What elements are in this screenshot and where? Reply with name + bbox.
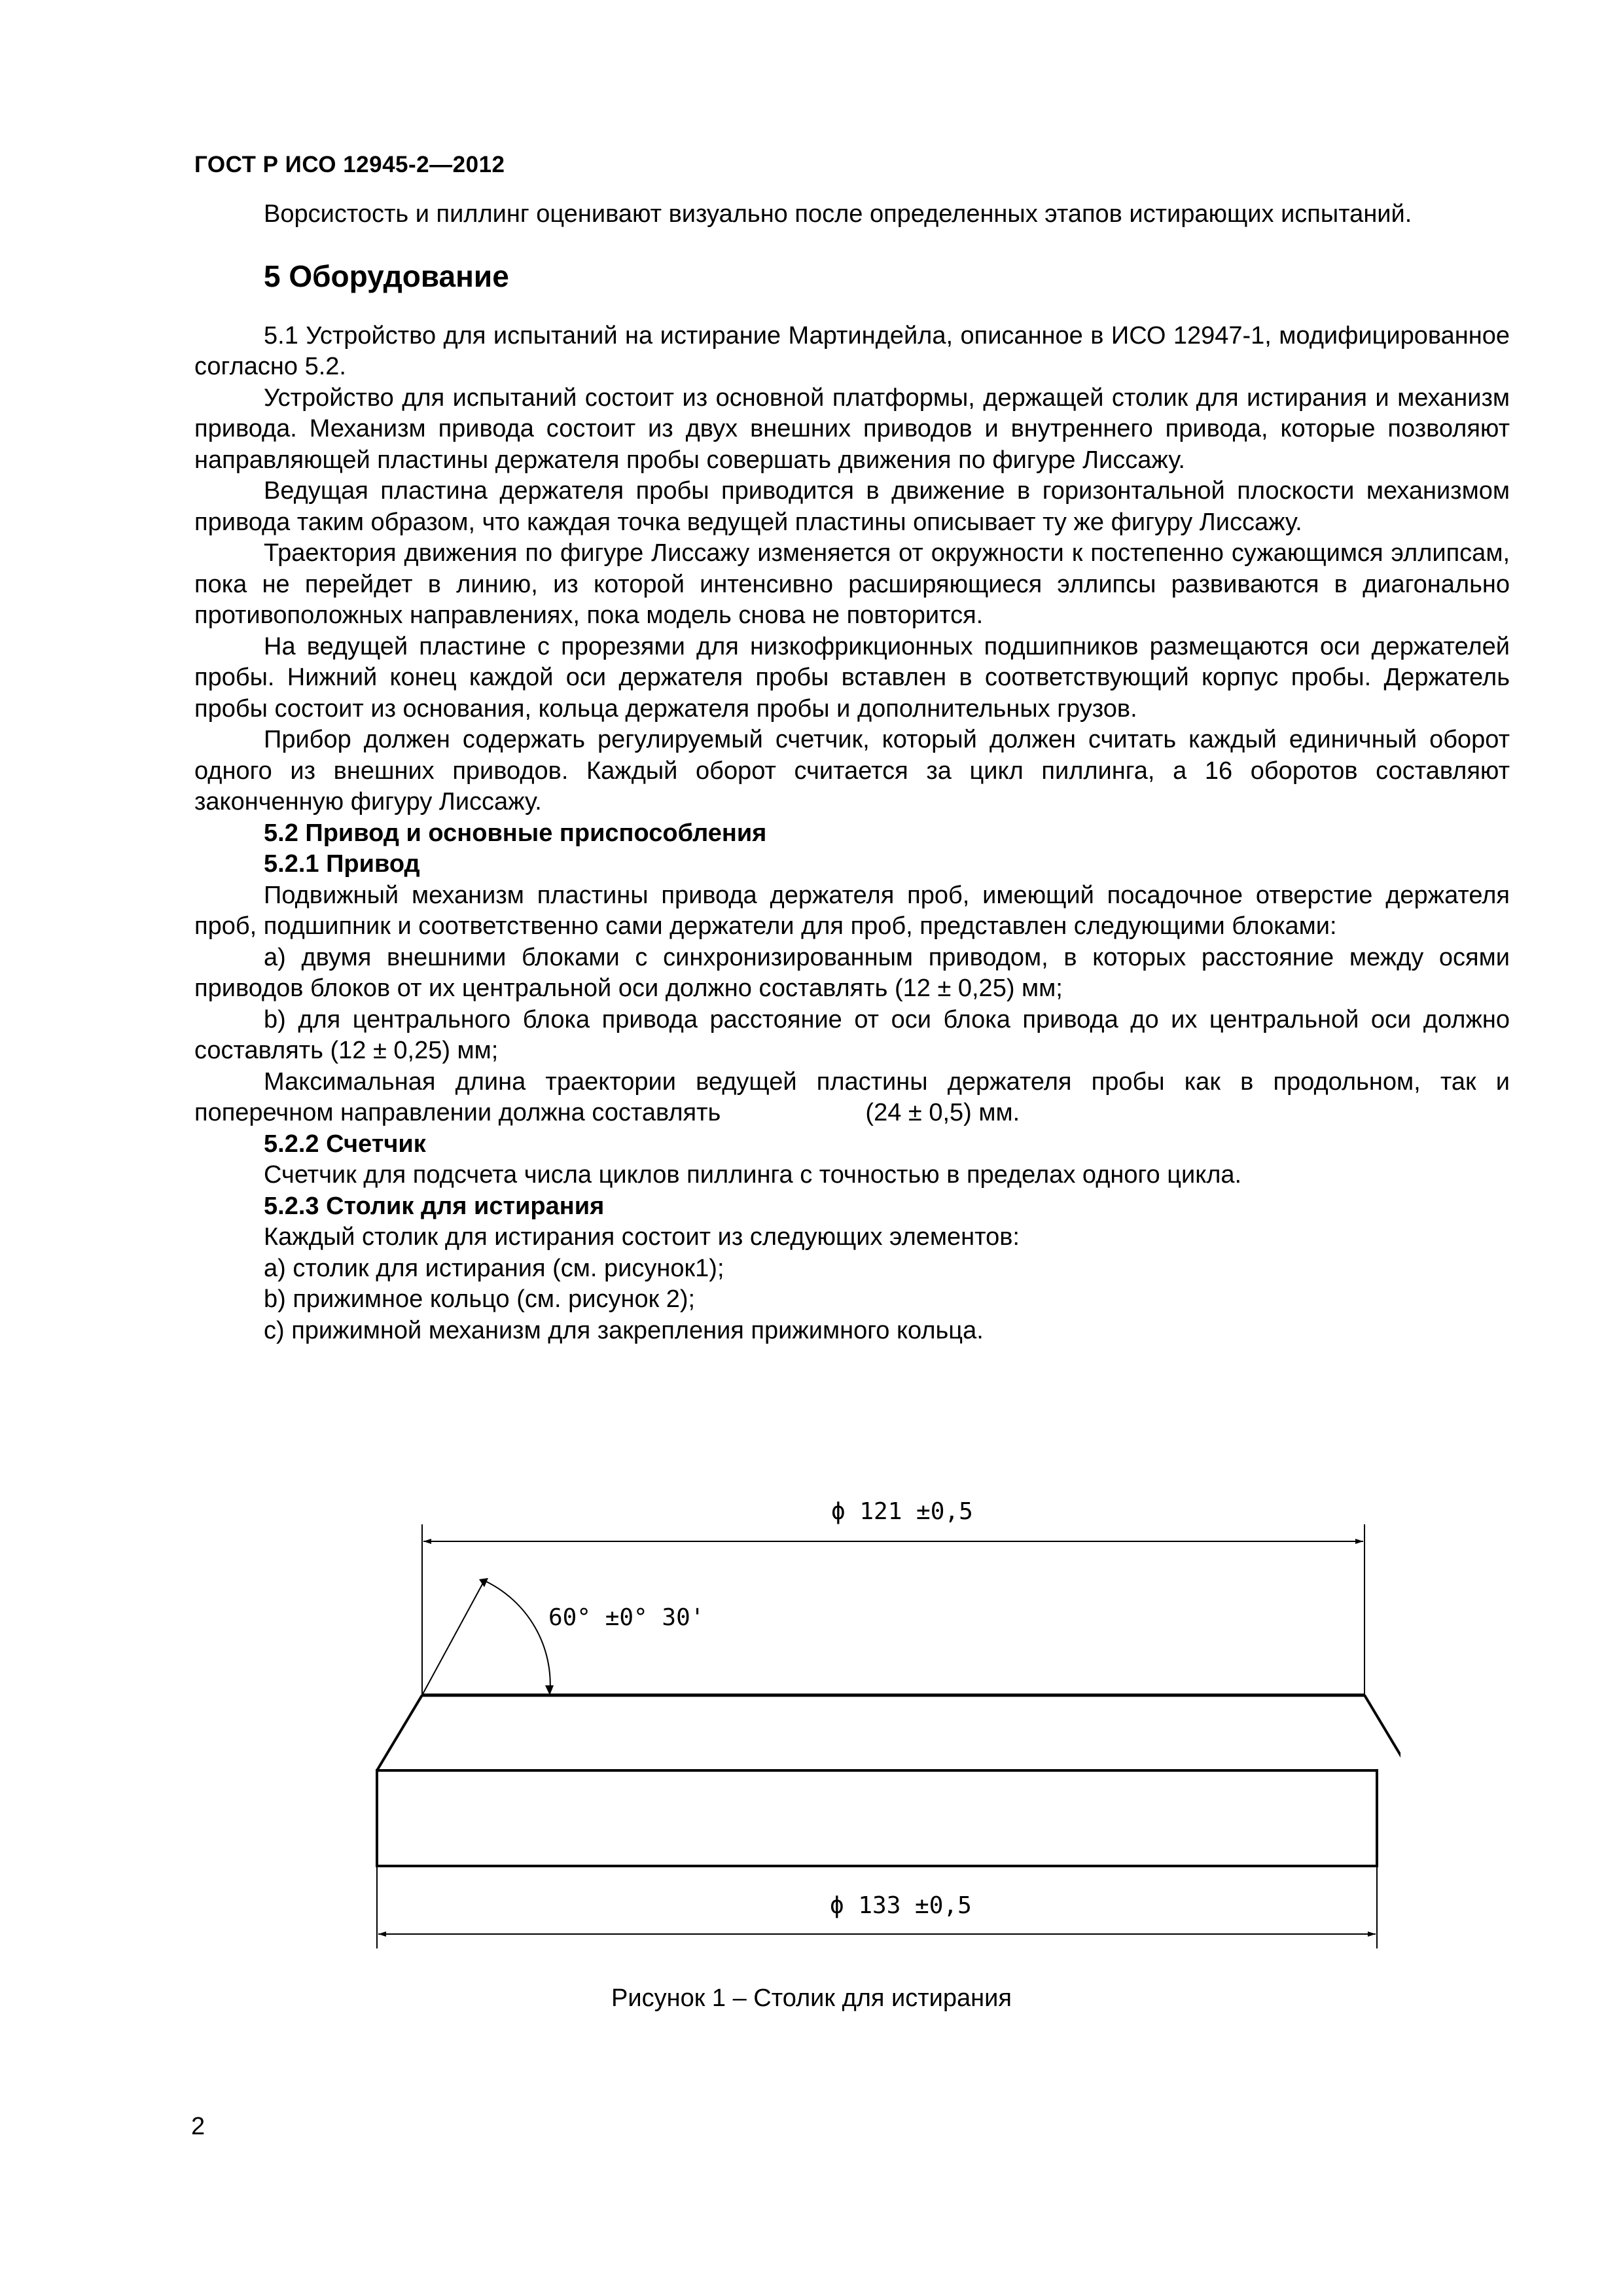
paragraph-trajectory: Траектория движения по фигуре Лиссажу изменяется от окружности к постепенно сужающимся эллипсам, пока не перейдет в линию, из которой интенсивно расширяющиеся эллипсы развиваются в диагонально противоположных направлениях, пока модель снова не повторится. (194, 539, 1510, 629)
paragraph-counter: Прибор должен содержать регулируемый счетчик, который должен считать каждый единичный оборот одного из внешних приводов. Каждый оборот считается за цикл пиллинга, а 16 оборотов составляют законченную фигуру Лиссажу. (194, 726, 1510, 816)
document-body (194, 199, 1510, 1346)
heading-5-2-2: 5.2.2 Счетчик (264, 1130, 426, 1158)
figure-1-svg (353, 1496, 1400, 1967)
top-dimension-label: ϕ 121 ±0,5 (831, 1498, 973, 1525)
list-item-a-drive: а) двумя внешними блоками с синхронизированным приводом, в которых расстояние между осями приводов блоков от их центральной оси должно составлять (12 ± 0,25) мм; (194, 943, 1510, 1002)
list-item-c-mechanism: с) прижимной механизм для закрепления прижимного кольца. (264, 1316, 984, 1344)
max-length-value: (24 ± 0,5) мм. (865, 1099, 1020, 1126)
list-item-b-drive: b) для центрального блока привода расстояние от оси блока привода до их центральной оси должно составлять (12 ± 0,25) мм; (194, 1005, 1510, 1064)
heading-5-2-1: 5.2.1 Привод (264, 850, 420, 878)
paragraph-max-length (194, 1067, 1510, 1129)
standard-header: ГОСТ Р ИСО 12945-2—2012 (194, 152, 505, 177)
angle-arc (484, 1581, 550, 1695)
chamfer-right (1364, 1695, 1400, 1770)
page-number: 2 (191, 2113, 205, 2140)
list-item-a-table: а) столик для истирания (см. рисунок1); (264, 1254, 724, 1282)
paragraph-plate: Ведущая пластина держателя пробы приводится в движение в горизонтальной плоскости механизмом привода таким образом, что каждая точка ведущей пластины описывает ту же фигуру Лиссажу. (194, 477, 1510, 536)
paragraph-axes: На ведущей пластине с прорезями для низкофрикционных подшипников размещаются оси держателей пробы. Нижний конец каждой оси держателя пробы вставлен в соответствующий корпус пробы. Держатель пробы состоит из основания, кольца держателя пробы и дополнительных грузов. (194, 632, 1510, 723)
bottom-dimension-label: ϕ 133 ±0,5 (830, 1892, 972, 1919)
table-body (377, 1770, 1377, 1866)
heading-5-2-3: 5.2.3 Столик для истирания (264, 1192, 605, 1220)
figure-1-drawing (353, 1496, 1400, 1967)
section-5-title: 5 Оборудование (264, 259, 509, 293)
heading-5-2: 5.2 Привод и основные приспособления (264, 819, 767, 847)
angle-leg-inclined (422, 1581, 484, 1695)
paragraph-device: Устройство для испытаний состоит из основной платформы, держащей столик для истирания и механизм привода. Механизм привода состоит из двух внешних приводов и внутреннего привода, которые позволяют направляющей пластины держателя пробы совершать движения по фигуре Лиссажу. (194, 384, 1510, 474)
figure-1-caption: Рисунок 1 – Столик для истирания (611, 1984, 1012, 2012)
angle-label: 60° ±0° 30' (548, 1604, 705, 1631)
list-item-b-ring: b) прижимное кольцо (см. рисунок 2); (264, 1285, 696, 1313)
max-length-text: Максимальная длина траектории ведущей пластины держателя пробы как в продольном, так и поперечном направлении должна составлять (194, 1067, 1510, 1126)
chamfer-left (377, 1695, 422, 1770)
paragraph-table: Каждый столик для истирания состоит из следующих элементов: (264, 1223, 1020, 1251)
intro-paragraph: Ворсистость и пиллинг оценивают визуально после определенных этапов истирающих испытаний. (264, 200, 1412, 228)
paragraph-counter-2: Счетчик для подсчета числа циклов пиллинга с точностью в пределах одного цикла. (264, 1161, 1242, 1189)
paragraph-drive: Подвижный механизм пластины привода держателя проб, имеющий посадочное отверстие держателя проб, подшипник и соответственно сами держатели для проб, представлен следующими блоками: (194, 881, 1510, 940)
paragraph-5-1: 5.1 Устройство для испытаний на истирание Мартиндейла, описанное в ИСО 12947-1, модифицированное согласно 5.2. (194, 321, 1510, 380)
